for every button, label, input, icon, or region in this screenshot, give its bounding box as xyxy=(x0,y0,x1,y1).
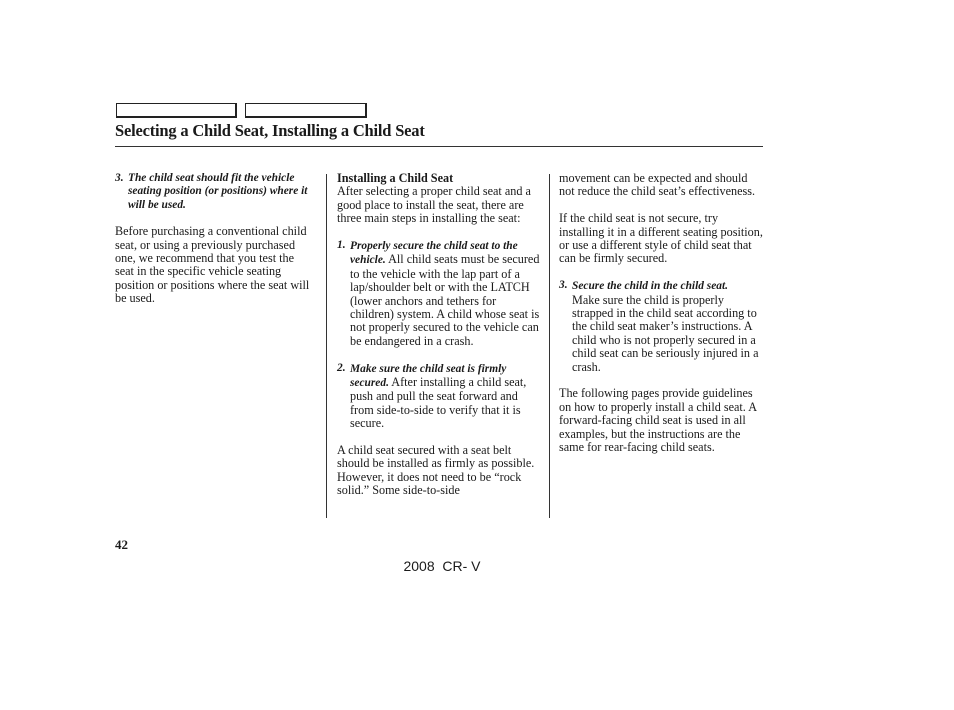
column-1 xyxy=(115,172,315,306)
paragraph-test-seat: Before purchasing a conventional child seat, or using a previously purchased one, we recommend that you test the seat in the specific vehicle seating position or positions where the seat will be used. xyxy=(115,224,310,306)
title-rule xyxy=(115,146,763,147)
footer-model: 2008 CR- V xyxy=(403,558,481,574)
step-title: The child seat should fit the vehicle seating position (or positions) where it will be used. xyxy=(128,172,308,211)
step-text: Make sure the child is properly strapped in the child seat according to the child seat maker’s instructions. A child who is not properly secured in a child seat can be seriously injured in a crash. xyxy=(572,292,759,374)
step-title: Secure the child in the child seat. xyxy=(572,280,728,293)
step-title: Make sure the child seat is firmly secured. xyxy=(350,362,507,390)
paragraph-not-secure: If the child seat is not secure, try installing it in a different seating position, or use a different style of child seat that can be firmly secured. xyxy=(559,211,763,266)
step-3-secure-child xyxy=(559,279,765,374)
section-heading: Installing a Child Seat xyxy=(337,171,454,185)
page-number: 42 xyxy=(115,537,128,552)
paragraph-intro: After selecting a proper child seat and a good place to install the seat, there are three main steps in installing the seat: xyxy=(337,184,531,226)
column-divider-1 xyxy=(326,174,327,518)
step-text: After installing a child seat, push and pull the seat forward and from side-to-side to verify that it is secure. xyxy=(350,375,527,431)
paragraph-following-pages: The following pages provide guidelines on how to properly install a child seat. A forward-facing child seat is used in all examples, but the instructions are the same for rear-facing child seats. xyxy=(559,386,757,455)
step-number: 2. xyxy=(337,361,346,374)
header-tab-2[interactable] xyxy=(245,103,367,118)
column-3 xyxy=(559,172,765,454)
page-title: Selecting a Child Seat, Installing a Child Seat xyxy=(115,121,425,140)
step-1 xyxy=(337,239,541,348)
column-2 xyxy=(337,172,541,498)
column-divider-2 xyxy=(549,174,550,518)
step-number: 3. xyxy=(559,279,568,292)
step-number: 3. xyxy=(115,172,124,184)
step-2 xyxy=(337,362,541,431)
step-text: All child seats must be secured to the vehicle with the lap part of a lap/shoulder belt or with the LATCH (lower anchors and tethers for children) system. A child whose seat is not properly secured to the vehicle can be endangered in a crash. xyxy=(350,252,540,348)
step-3-fit xyxy=(115,172,315,212)
header-tab-1[interactable] xyxy=(116,103,237,118)
paragraph-movement: movement can be expected and should not reduce the child seat’s effectiveness. xyxy=(559,171,756,199)
step-title: Properly secure the child seat to the vehicle. xyxy=(350,240,518,267)
step-number: 1. xyxy=(337,239,346,252)
paragraph-seat-belt: A child seat secured with a seat belt should be installed as firmly as possible. However, it does not need to be “rock solid.” Some side-to-side xyxy=(337,443,535,498)
